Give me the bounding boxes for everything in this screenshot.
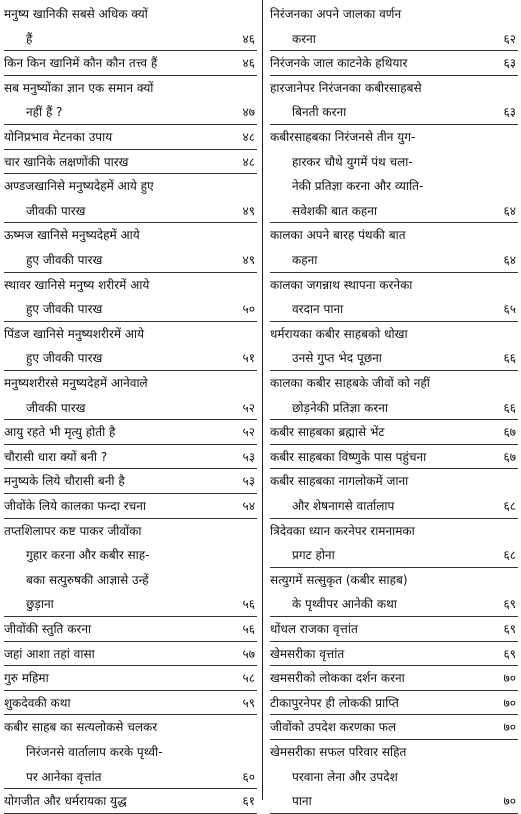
toc-entry-line — [270, 715, 518, 739]
toc-page-number: ५१ — [242, 351, 255, 366]
toc-entry-line — [270, 494, 518, 518]
toc-entry-line — [4, 592, 257, 616]
toc-entry-title: जहां आशा तहां वासा — [4, 646, 95, 661]
toc-page-number: ७० — [503, 794, 516, 809]
toc-entry-title: तप्तशिलापर कष्ट पाकर जीवोंका — [4, 523, 142, 538]
toc-entry-title: परवाना लेना और उपदेश — [292, 769, 398, 784]
toc-entry-line — [4, 691, 257, 715]
toc-entry — [4, 666, 257, 691]
toc-entry — [4, 273, 257, 322]
toc-entry-title: नहीं हैं ? — [26, 105, 63, 120]
toc-entry-title: गुरु महिमा — [4, 671, 49, 686]
toc-entry — [270, 223, 518, 272]
toc-page-number: ५६ — [242, 597, 255, 612]
toc-entry-line — [270, 371, 518, 395]
toc-entry — [4, 715, 257, 789]
toc-entry-title: वरदान पाना — [292, 302, 344, 317]
toc-page-number: ४६ — [242, 56, 255, 71]
toc-entry-line — [4, 617, 257, 641]
toc-page-number: ६० — [242, 769, 255, 784]
toc-page-number: ६५ — [503, 302, 516, 317]
toc-entry — [4, 76, 257, 125]
toc-entry-line — [270, 199, 518, 223]
toc-page-number: ६३ — [503, 105, 516, 120]
toc-page-number: ५० — [242, 302, 255, 317]
toc-entry-title: धर्मरायका कबीर साहबको धोखा — [270, 326, 408, 341]
toc-entry — [270, 568, 518, 617]
toc-entry-line — [4, 248, 257, 272]
toc-entry — [4, 642, 257, 667]
toc-page-number: ६३ — [503, 56, 516, 71]
toc-entry-title: बिनती करना — [292, 105, 347, 120]
toc-page-number: ७० — [503, 671, 516, 686]
toc-entry-title: कबीर साहब का सत्यलोकसे चलकर — [4, 720, 158, 735]
toc-entry — [4, 2, 257, 51]
toc-entry — [4, 469, 257, 494]
toc-entry-title: धोंधल राजका वृत्तांत — [270, 622, 358, 636]
toc-entry-title: हुए जीवकी पारख — [26, 302, 103, 317]
toc-column-left — [4, 0, 257, 809]
toc-entry-line — [270, 543, 518, 567]
toc-entry-title: कालका अपने बारह पंथकी बात — [270, 228, 406, 243]
toc-entry-line — [270, 789, 518, 813]
toc-entry-line — [4, 346, 257, 370]
toc-entry — [4, 789, 257, 814]
toc-entry-line — [270, 51, 518, 75]
toc-page-number: ६९ — [503, 597, 516, 612]
toc-entry-line — [4, 666, 257, 690]
toc-entry-title: पाना — [292, 794, 312, 809]
toc-entry — [270, 666, 518, 691]
toc-entry-title: चार खानिके लक्षणोंकी पारख — [4, 154, 129, 169]
toc-entry-title: आयु रहते भी मृत्यु होती है — [4, 425, 116, 440]
toc-entry-title: जीवोंके लिये कालका फन्दा रचना — [4, 499, 146, 513]
toc-entry-line — [270, 150, 518, 174]
toc-entry — [270, 273, 518, 322]
toc-entry-line — [270, 76, 518, 100]
toc-entry-line — [4, 740, 257, 764]
toc-entry-line — [4, 174, 257, 198]
toc-entry-line — [270, 248, 518, 272]
toc-entry — [270, 51, 518, 76]
toc-entry-title: जीवकी पारख — [26, 400, 86, 415]
toc-entry-line — [4, 51, 257, 75]
toc-entry — [270, 76, 518, 125]
toc-entry-title: सवेशकी बात कहना — [292, 203, 378, 218]
toc-entry-line — [4, 396, 257, 420]
toc-page-number: ६१ — [242, 794, 255, 809]
toc-page-number: ६६ — [503, 400, 516, 415]
toc-entry-title: गुहार करना और कबीर साह- — [26, 548, 150, 563]
toc-entry-title: कबीर साहबका ब्रह्मासे भेंट — [270, 425, 385, 440]
toc-entry — [4, 494, 257, 519]
toc-entry-title: बका सत्पुरुषकी आज्ञासे उन्हें — [26, 572, 149, 587]
toc-entry-line — [4, 27, 257, 51]
toc-entry-line — [4, 543, 257, 567]
toc-entry — [4, 223, 257, 272]
toc-entry-line — [270, 420, 518, 444]
toc-entry-line — [270, 396, 518, 420]
toc-entry-line — [4, 297, 257, 321]
toc-entry — [270, 642, 518, 667]
toc-entry-line — [270, 445, 518, 469]
toc-entry-title: चौरासी धारा क्यों बनी ? — [4, 449, 108, 464]
toc-entry — [270, 715, 518, 740]
toc-entry-line — [270, 469, 518, 493]
toc-page-number: ६८ — [503, 498, 516, 513]
toc-entry-title: जीवोंकी स्तुति करना — [4, 622, 92, 636]
toc-page-number: ५८ — [242, 671, 255, 686]
toc-entry — [4, 519, 257, 617]
toc-entry-title: छोड़नेकी प्रतिज्ञा करना — [292, 400, 389, 415]
toc-entry-line — [4, 789, 257, 813]
toc-entry — [4, 445, 257, 470]
toc-entry — [270, 740, 518, 814]
toc-entry-line — [4, 223, 257, 247]
toc-page-number: ४८ — [242, 154, 255, 169]
toc-entry — [270, 2, 518, 51]
toc-entry-line — [270, 592, 518, 616]
toc-entry-title: कबीरसाहबका निरंजनसे तीन युग- — [270, 130, 416, 144]
toc-entry-line — [270, 346, 518, 370]
toc-entry — [4, 420, 257, 445]
toc-entry-line — [4, 494, 257, 518]
toc-entry-line — [270, 273, 518, 297]
toc-entry-line — [270, 125, 518, 149]
toc-entry-title: खेमसरीका सफल परिवार सहित — [270, 745, 407, 759]
toc-entry-title: निरंजनके जाल काटनेके हथियार — [270, 56, 408, 71]
toc-entry-title: और शेषनागसे वार्तालाप — [292, 498, 395, 513]
toc-entry-title: करना — [292, 31, 316, 46]
toc-entry-line — [4, 125, 257, 149]
toc-entry — [270, 125, 518, 223]
toc-page-number: ५६ — [242, 622, 255, 636]
toc-entry-line — [4, 519, 257, 543]
toc-entry-line — [270, 223, 518, 247]
toc-entry-title: पर आनेका वृत्तांत — [26, 769, 102, 784]
toc-entry-line — [270, 27, 518, 51]
toc-entry-title: जीवकी पारख — [26, 203, 86, 218]
toc-page-number: ६७ — [503, 449, 516, 464]
toc-page-number: ६९ — [503, 622, 516, 636]
toc-page-number: ६८ — [503, 548, 516, 563]
toc-entry-title: छुड़ाना — [26, 597, 54, 612]
toc-entry-line — [4, 2, 257, 26]
toc-entry — [270, 469, 518, 518]
toc-entry-line — [4, 445, 257, 469]
toc-entry — [4, 174, 257, 223]
toc-entry — [4, 125, 257, 150]
toc-entry-line — [270, 765, 518, 789]
toc-page-number: ५७ — [242, 646, 255, 661]
toc-entry-line — [4, 199, 257, 223]
toc-entry-line — [4, 150, 257, 174]
toc-entry-title: त्रिदेवका ध्यान करनेपर रामनामका — [270, 523, 415, 538]
toc-entry-title: नेकी प्रतिज्ञा करना और व्याति- — [292, 179, 424, 194]
toc-entry-line — [270, 617, 518, 641]
toc-entry — [270, 691, 518, 716]
toc-page-number: ५२ — [242, 400, 255, 415]
toc-page-number: ६२ — [503, 31, 516, 46]
toc-entry — [4, 51, 257, 76]
toc-entry — [4, 322, 257, 371]
toc-entry-title: हुए जीवकी पारख — [26, 351, 103, 366]
toc-entry-title: निरंजनसे वार्तालाप करके पृथ्वी- — [26, 744, 163, 759]
toc-entry-line — [270, 642, 518, 666]
toc-entry-title: शुकदेवकी कथा — [4, 695, 71, 710]
toc-entry-line — [4, 100, 257, 124]
toc-page-number: ६७ — [503, 425, 516, 440]
toc-entry-line — [270, 297, 518, 321]
toc-entry-title: अण्डजखानिसे मनुष्यदेहमें आये हुए — [4, 179, 154, 194]
toc-entry-title: खमसरीको लोकका दर्शन करना — [270, 671, 405, 686]
toc-entry-title: योगजीत और धर्मरायका युद्ध — [4, 794, 127, 809]
toc-entry-title: प्रगट होना — [292, 548, 335, 563]
toc-entry-title: ऊष्मज खानिसे मनुष्यदेहमें आये — [4, 228, 140, 243]
toc-page-number: ५९ — [242, 695, 255, 710]
toc-page-number: ७० — [503, 695, 516, 710]
toc-page-number: ५३ — [242, 449, 255, 464]
toc-entry-title: जीवोंको उपदेश करणका फल — [270, 720, 396, 735]
toc-entry-title: स्थावर खानिसे मनुष्य शरीरमें आये — [4, 277, 150, 292]
toc-entry-title: खेमसरीका वृत्तांत — [270, 646, 345, 661]
toc-entry-title: हुए जीवकी पारख — [26, 252, 103, 267]
toc-entry-title: के पृथ्वीपर आनेकी कथा — [292, 597, 397, 612]
toc-page-number: ४७ — [242, 105, 255, 120]
toc-page-number: ४९ — [242, 203, 255, 218]
toc-entry-line — [270, 740, 518, 764]
toc-entry-line — [4, 469, 257, 493]
toc-entry-line — [4, 76, 257, 100]
toc-entry-line — [270, 174, 518, 198]
toc-entry-title: मनुष्यशरीरसे मनुष्यदेहमें आनेवाले — [4, 376, 148, 390]
toc-entry-title: सब मनुष्योंका ज्ञान एक समान क्यों — [4, 80, 154, 95]
toc-entry-title: निरंजनका अपने जालका वर्णन — [270, 7, 402, 21]
toc-entry — [270, 617, 518, 642]
toc-entry-line — [4, 322, 257, 346]
toc-entry-title: कहना — [292, 252, 318, 267]
toc-page-number: ४६ — [242, 31, 255, 46]
toc-entry-line — [270, 2, 518, 26]
toc-entry — [270, 420, 518, 445]
toc-entry-line — [4, 715, 257, 739]
toc-entry-line — [4, 765, 257, 789]
toc-entry-line — [4, 273, 257, 297]
toc-entry — [270, 371, 518, 420]
toc-page-number: ६६ — [503, 351, 516, 366]
toc-entry-title: हारजानेपर निरंजनका कबीरसाहबसे — [270, 80, 422, 95]
toc-entry-title: हैं — [26, 31, 33, 46]
toc-page-number: ५४ — [242, 499, 255, 513]
toc-entry-line — [270, 322, 518, 346]
toc-entry-title: पिंडज खानिसे मनुष्यशरीरमें आये — [4, 326, 145, 341]
toc-entry-line — [270, 100, 518, 124]
toc-page-number: ५३ — [242, 474, 255, 489]
toc-entry-title: उनसे गुप्त भेद पूछना — [292, 351, 382, 366]
toc-entry — [4, 691, 257, 716]
toc-entry-title: किन किन खानिमें कौन कौन तत्त्व हैं — [4, 56, 158, 71]
toc-entry — [270, 445, 518, 470]
toc-entry-title: सत्युगमें सत्सुकृत (कबीर साहब) — [270, 572, 408, 587]
toc-entry-line — [270, 691, 518, 715]
toc-page-number: ६४ — [503, 252, 516, 267]
toc-entry-title: कालका कबीर साहबके जीवों को नहीं — [270, 376, 430, 390]
toc-page-number: ७० — [503, 720, 516, 735]
toc-page-number: ४९ — [242, 252, 255, 267]
toc-page-number: ४८ — [242, 130, 255, 144]
toc-entry-title: कबीर साहबका नागलोकमें जाना — [270, 474, 409, 489]
toc-entry — [270, 519, 518, 568]
toc-entry — [4, 150, 257, 175]
toc-entry-title: कालका जगन्नाथ स्थापना करनेका — [270, 277, 413, 292]
toc-entry-title: टीकापुरनेपर ही लोककी प्राप्ति — [270, 695, 399, 710]
toc-entry-line — [4, 568, 257, 592]
toc-column-right — [270, 0, 518, 809]
column-divider — [262, 0, 263, 800]
toc-entry-title: कबीर साहबका विष्णुके पास पहुंचना — [270, 449, 427, 464]
toc-entry-line — [270, 519, 518, 543]
toc-page-number: ६४ — [503, 203, 516, 218]
toc-entry-title: हारकर चौथे युगमें पंथ चला- — [292, 154, 413, 169]
toc-entry-line — [4, 420, 257, 444]
toc-entry-line — [270, 666, 518, 690]
toc-entry-line — [270, 568, 518, 592]
toc-entry-line — [4, 642, 257, 666]
toc-entry — [4, 617, 257, 642]
toc-entry — [270, 322, 518, 371]
toc-entry — [4, 371, 257, 420]
toc-page-number: ६९ — [503, 646, 516, 661]
toc-entry-line — [4, 371, 257, 395]
toc-entry-title: योनिप्रभाव मेटनका उपाय — [4, 130, 113, 144]
toc-entry-title: मनुष्य खानिकी सबसे अधिक क्यों — [4, 7, 148, 21]
toc-page-number: ५२ — [242, 425, 255, 440]
toc-entry-title: मनुष्यके लिये चौरासी बनी है — [4, 474, 125, 489]
